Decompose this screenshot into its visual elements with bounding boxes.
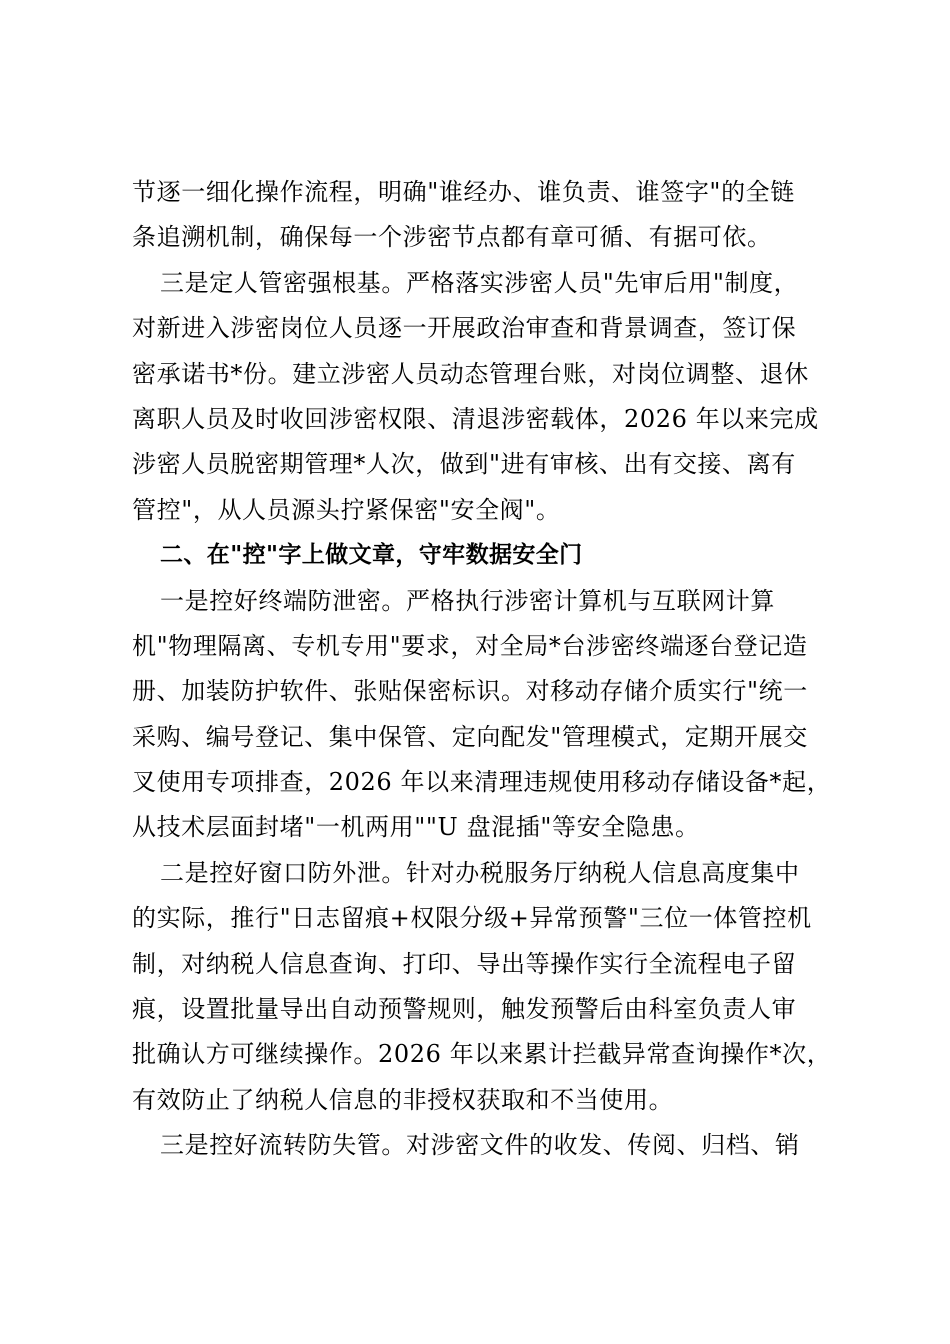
text-line: 有效防止了纳税人信息的非授权获取和不当使用。 [132,1085,674,1114]
text-line: 离职人员及时收回涉密权限、清退涉密载体，2026 年以来完成 [132,404,819,433]
text-line: 二是控好窗口防外泄。针对办税服务厅纳税人信息高度集中 [160,858,800,887]
text-line: 对新进入涉密岗位人员逐一开展政治审查和背景调查，签订保 [132,314,797,343]
text-line: 涉密人员脱密期管理*人次，做到"进有审核、出有交接、离有 [132,450,796,479]
paragraph-terminal-control [132,579,832,851]
text-line: 节逐一细化操作流程，明确"谁经办、谁负责、谁签字"的全链 [132,178,795,206]
text-line: 三是定人管密强根基。严格落实涉密人员"先审后用"制度， [160,268,799,297]
paragraph-circulation-control [132,1123,832,1168]
text-line: 从技术层面封堵"一机两用""U 盘混插"等安全隐患。 [132,813,700,842]
document-body [132,170,832,1169]
text-line: 密承诺书*份。建立涉密人员动态管理台账，对岗位调整、退休 [132,359,809,388]
text-line: 一是控好终端防泄密。严格执行涉密计算机与互联网计算 [160,586,775,615]
section-heading [132,533,832,578]
text-line: 条追溯机制，确保每一个涉密节点都有章可循、有据可依。 [132,223,772,252]
text-line: 的实际，推行"日志留痕+权限分级+异常预警"三位一体管控机 [132,904,812,933]
text-line: 批确认方可继续操作。2026 年以来累计拦截异常查询操作*次， [132,1040,832,1069]
section-heading-text: 二、在"控"字上做文章，守牢数据安全门 [160,542,583,569]
paragraph-personnel-management [132,261,832,533]
text-line: 痕，设置批量导出自动预警规则，触发预警后由科室负责人审 [132,995,797,1024]
text-line: 机"物理隔离、专机专用"要求，对全局*台涉密终端逐台登记造 [132,631,808,660]
text-line: 采购、编号登记、集中保管、定向配发"管理模式，定期开展交 [132,722,808,751]
text-line: 叉使用专项排查，2026 年以来清理违规使用移动存储设备*起， [132,768,832,797]
paragraph-continued [132,170,832,261]
text-line: 三是控好流转防失管。对涉密文件的收发、传阅、归档、销 [160,1131,800,1160]
text-line: 制，对纳税人信息查询、打印、导出等操作实行全流程电子留 [132,949,797,978]
text-line: 管控"，从人员源头拧紧保密"安全阀"。 [132,495,561,524]
text-line: 册、加装防护软件、张贴保密标识。对移动存储介质实行"统一 [132,677,808,706]
paragraph-window-control [132,851,832,1123]
